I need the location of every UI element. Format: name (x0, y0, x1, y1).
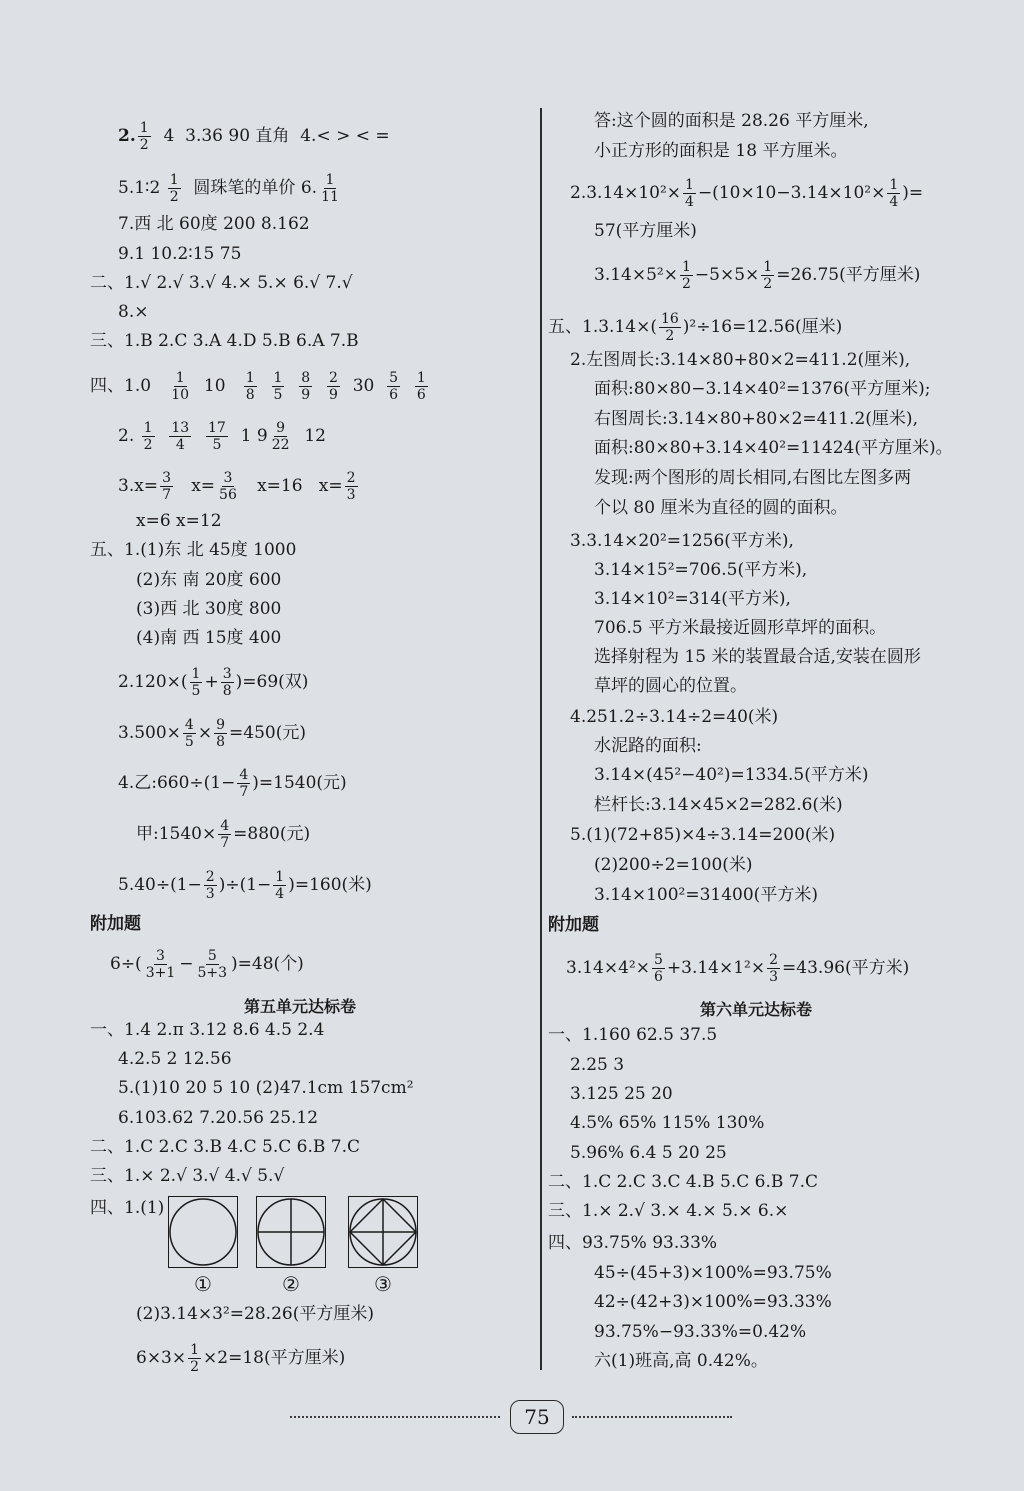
answer-line: 三、1.× 2.√ 3.√ 4.√ 5.√ (90, 1166, 285, 1186)
answer-line: 42÷(42+3)×100%=93.33% (594, 1292, 832, 1312)
answer-line: 45÷(45+3)×100%=93.75% (594, 1263, 832, 1283)
answer-line: (2)200÷2=100(米) (594, 855, 753, 875)
answer-line: (2)东 南 20度 600 (136, 570, 282, 590)
answer-line: 4.5% 65% 115% 130% (570, 1113, 765, 1133)
section-heading: 附加题 (90, 914, 141, 934)
answer-line: 3.3.14×20²=1256(平方米), (570, 531, 794, 551)
answer-line: 小正方形的面积是 18 平方厘米。 (594, 141, 848, 161)
answer-line: 6×3× $\frac{1}{2}$ ×2=18(平方厘米) (136, 1342, 346, 1375)
page-number: 75 (510, 1400, 564, 1434)
answer-line: 5.40÷(1− $\frac{2}{3}$ )÷(1− $\frac{1}{4}$ )=160(米) (118, 869, 372, 902)
answer-line: 3.500× $\frac{4}{5}$ × $\frac{9}{8}$ =450(元) (118, 717, 306, 750)
answer-line: 8.× (118, 302, 149, 322)
answer-line: 四、1.(1) (90, 1198, 165, 1218)
answer-line: (4)南 西 15度 400 (136, 628, 282, 648)
answer-line: 2.3.14×10²× $\frac{1}{4}$ −(10×10−3.14×10²× $\frac{1}{4}$ )= (570, 177, 924, 210)
answer-line: 六(1)班高,高 0.42%。 (594, 1351, 768, 1371)
answer-line: 2. $\frac{1}{2}$ 4 3.36 90 直角 4.< > < = (118, 120, 390, 153)
circle-shape (168, 1196, 238, 1268)
answer-line: 三、1.× 2.√ 3.× 4.× 5.× 6.× (548, 1201, 789, 1221)
fraction: $\frac{1}{5}$ (273, 370, 283, 403)
fraction: $\frac{1}{4}$ (889, 177, 899, 210)
unit-title: 第五单元达标卷 (244, 997, 357, 1016)
fraction: $\frac{4}{5}$ (184, 717, 194, 750)
unit-title: 第六单元达标卷 (700, 1000, 813, 1019)
answer-line: 2.120×( $\frac{1}{5}$ + $\frac{3}{8}$ )=69(双) (118, 666, 309, 699)
answer-line: 五、1.(1)东 北 45度 1000 (90, 540, 297, 560)
answer-line: 57(平方厘米) (594, 221, 697, 241)
fraction: $\frac{5}{5+3}$ (197, 948, 228, 981)
answer-line: 三、1.B 2.C 3.A 4.D 5.B 6.A 7.B (90, 331, 359, 351)
answer-line: 4.251.2÷3.14÷2=40(米) (570, 707, 779, 727)
answer-line: 二、1.C 2.C 3.C 4.B 5.C 6.B 7.C (548, 1172, 818, 1192)
fraction: $\frac{1}{2}$ (143, 420, 153, 453)
answer-line: 发现:两个图形的周长相同,右图比左图多两 (594, 468, 912, 488)
answer-line: 3.14×(45²−40²)=1334.5(平方米) (594, 765, 869, 785)
fraction: $\frac{1}{6}$ (416, 370, 426, 403)
fraction: $\frac{5}{6}$ (389, 370, 399, 403)
answer-line: 3.125 25 20 (570, 1084, 673, 1104)
fraction: $\frac{4}{7}$ (220, 818, 230, 851)
answer-line: 3.14×15²=706.5(平方米), (594, 560, 808, 580)
answer-line: 一、1.160 62.5 37.5 (548, 1025, 718, 1045)
answer-line: 选择射程为 15 米的装置最合适,安装在圆形 (594, 647, 921, 667)
answer-line: 3.14×4²× $\frac{5}{6}$ +3.14×1²× $\frac{2}{3}$ =43.96(平方米) (566, 952, 910, 985)
fraction: $\frac{3}{3+1}$ (145, 948, 176, 981)
answer-line: 6÷( $\frac{3}{3+1}$ − $\frac{5}{5+3}$ )=48(个) (110, 948, 304, 981)
fraction: $\frac{13}{4}$ (171, 420, 190, 453)
answer-line: (3)西 北 30度 800 (136, 599, 282, 619)
answer-line: 3.14×5²× $\frac{1}{2}$ −5×5× $\frac{1}{2}$ =26.75(平方厘米) (594, 259, 921, 292)
figure-label: ① (194, 1272, 212, 1296)
answer-line: 2.25 3 (570, 1055, 625, 1075)
answer-line: 706.5 平方米最接近圆形草坪的面积。 (594, 618, 887, 638)
fraction: $\frac{1}{5}$ (191, 666, 201, 699)
fraction: $\frac{1}{8}$ (245, 370, 255, 403)
answer-line: 答:这个圆的面积是 28.26 平方厘米, (594, 111, 869, 131)
footer-dotted-rule (572, 1416, 732, 1418)
answer-line: 5.(1)10 20 5 10 (2)47.1cm 157cm² (118, 1078, 414, 1098)
answer-line: 93.75%−93.33%=0.42% (594, 1322, 807, 1342)
fraction: $\frac{9}{8}$ (216, 717, 226, 750)
answer-line: 2. $\frac{1}{2}$ $\frac{13}{4}$ $\frac{17}{5}$ 1 9 $\frac{9}{22}$ 12 (118, 420, 326, 453)
answer-line: 5.(1)(72+85)×4÷3.14=200(米) (570, 825, 836, 845)
fraction: $\frac{1}{4}$ (275, 869, 285, 902)
answer-line: 3.x= $\frac{3}{7}$ x= $\frac{3}{56}$ x=16 x= $\frac{2}{3}$ (118, 470, 356, 503)
section-heading: 附加题 (548, 915, 599, 935)
fraction: $\frac{1}{2}$ (190, 1342, 200, 1375)
fraction: $\frac{3}{8}$ (222, 666, 232, 699)
footer-dotted-rule (290, 1416, 500, 1418)
answer-line: 水泥路的面积: (594, 736, 702, 756)
fraction: $\frac{17}{5}$ (208, 420, 226, 453)
answer-line: 4.乙:660÷(1− $\frac{4}{7}$ )=1540(元) (118, 767, 347, 800)
fraction: $\frac{2}{9}$ (328, 370, 338, 403)
answer-line: 甲:1540× $\frac{4}{7}$ =880(元) (136, 818, 311, 851)
fraction: $\frac{1}{2}$ (681, 259, 691, 292)
answer-line: 五、1.3.14×( $\frac{16}{2}$ )²÷16=12.56(厘米) (548, 311, 843, 344)
fraction: $\frac{3}{56}$ (219, 470, 237, 503)
answer-line: 5.1∶2 $\frac{1}{2}$ 圆珠笔的单价 6. $\frac{1}{11}$ (118, 172, 339, 205)
answer-line: 面积:80×80+3.14×40²=11424(平方厘米)。 (594, 438, 953, 458)
fraction: $\frac{1}{2}$ (763, 259, 773, 292)
column-divider (540, 108, 542, 1370)
answer-line: (2)3.14×3²=28.26(平方厘米) (136, 1304, 374, 1324)
answer-line: 二、1.C 2.C 3.B 4.C 5.C 6.B 7.C (90, 1137, 360, 1157)
fraction: $\frac{2}{3}$ (769, 952, 779, 985)
answer-line: 6.103.62 7.20.56 25.12 (118, 1108, 319, 1128)
fraction: $\frac{2}{3}$ (346, 470, 356, 503)
answer-line: 一、1.4 2.π 3.12 8.6 4.5 2.4 (90, 1020, 325, 1040)
fraction: $\frac{1}{2}$ (139, 120, 149, 153)
answer-line: 四、93.75% 93.33% (548, 1233, 718, 1253)
fraction: $\frac{5}{6}$ (653, 952, 663, 985)
fraction: $\frac{16}{2}$ (660, 311, 679, 344)
answer-line: 二、1.√ 2.√ 3.√ 4.× 5.× 6.√ 7.√ (90, 273, 353, 293)
answer-line: 3.14×10²=314(平方米), (594, 589, 791, 609)
fraction: $\frac{1}{4}$ (685, 177, 694, 210)
answer-line: 草坪的圆心的位置。 (594, 676, 747, 696)
fraction: $\frac{4}{7}$ (239, 767, 249, 800)
fraction: $\frac{3}{7}$ (162, 470, 171, 503)
answer-line: 栏杆长:3.14×45×2=282.6(米) (594, 795, 843, 815)
fraction: $\frac{2}{3}$ (205, 869, 215, 902)
answer-line: 右图周长:3.14×80+80×2=411.2(厘米), (594, 409, 918, 429)
answer-line: 个以 80 厘米为直径的圆的面积。 (594, 498, 848, 518)
answer-line: 9.1 10.2∶15 75 (118, 244, 242, 264)
circle-cross-shape (256, 1196, 326, 1268)
fraction: $\frac{9}{22}$ (271, 420, 290, 453)
fraction: $\frac{1}{10}$ (171, 370, 190, 403)
answer-line: 7.西 北 60度 200 8.162 (118, 214, 310, 234)
fraction: $\frac{1}{2}$ (169, 172, 179, 205)
fraction: $\frac{8}{9}$ (301, 370, 311, 403)
answer-line: 2.左图周长:3.14×80+80×2=411.2(厘米), (570, 350, 911, 370)
fraction: $\frac{1}{11}$ (321, 172, 339, 205)
answer-line: 四、1.0 $\frac{1}{10}$ 10 $\frac{1}{8}$ $\frac{1}{5}$ $\frac{8}{9}$ $\frac{2}{9}$ 30 $\frac{5}{6}$ $\frac{1}{6}$ (90, 370, 426, 403)
answer-line: 3.14×100²=31400(平方米) (594, 885, 818, 905)
figure-label: ② (282, 1272, 300, 1296)
answer-line: 4.2.5 2 12.56 (118, 1049, 232, 1069)
figure-label: ③ (374, 1272, 392, 1296)
circle-diamond-shape (348, 1196, 418, 1268)
answer-line: 5.96% 6.4 5 20 25 (570, 1143, 727, 1163)
answer-line: x=6 x=12 (136, 511, 222, 531)
answer-line: 面积:80×80−3.14×40²=1376(平方厘米); (594, 379, 931, 399)
